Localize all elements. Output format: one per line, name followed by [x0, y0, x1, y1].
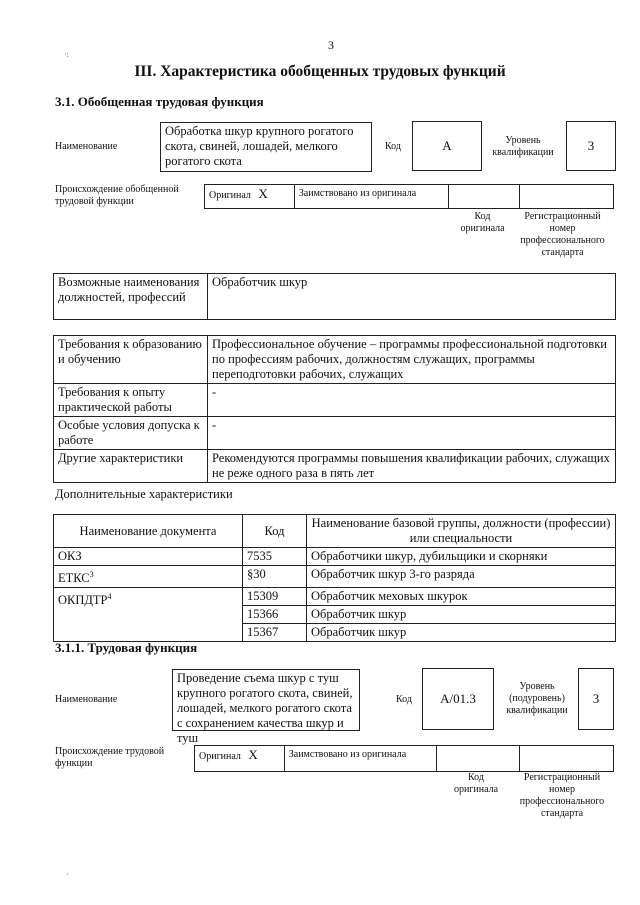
tf-reg-number-caption: Регистрационный номер профессионального стандарта: [519, 772, 605, 819]
code-cell: 7535: [243, 548, 307, 566]
table-row: [54, 588, 616, 606]
origin-label: Происхождение обобщенной трудовой функции: [55, 184, 179, 207]
tf-origin-label: Происхождение трудовой функции: [55, 746, 165, 769]
scan-speck: ·: [66, 870, 69, 879]
original-label: Оригинал X: [205, 185, 295, 209]
doc-cell: ОКПДТР$^4$: [54, 588, 243, 642]
possible-names-value: Обработчик шкур: [208, 274, 616, 320]
req-value: Профессиональное обучение – программы профессиональной подготовки по профессиям рабочих, должностям служащих, программы переподготовки рабочих, служащих: [208, 336, 616, 384]
borrowed-label: Заимствовано из оригинала: [294, 185, 448, 209]
column-header: Код: [243, 515, 307, 548]
tf-level-label: Уровень (подуровень) квалификации: [506, 681, 568, 716]
tf-original-label: Оригинал X: [195, 746, 285, 772]
doc-cell: ЕТКС$^3$: [54, 566, 243, 588]
tf-code-original-cell: [436, 746, 519, 772]
level-value: 3: [566, 121, 616, 171]
table-row: [54, 450, 616, 483]
tf-code-value: А/01.3: [422, 668, 494, 730]
tf-name-label: Наименование: [55, 694, 118, 705]
reg-number-cell: [519, 185, 613, 209]
column-header: Наименование документа: [54, 515, 243, 548]
req-label: Требования к образованию и обучению: [54, 336, 208, 384]
table-row: [54, 336, 616, 384]
page-title: III. Характеристика обобщенных трудовых функций: [134, 63, 506, 80]
possible-names-label: Возможные наименования должностей, профессий: [54, 274, 208, 320]
table-row: [54, 548, 616, 566]
tf-code-original-caption: Код оригинала: [453, 772, 499, 795]
code-original-cell: [449, 185, 520, 209]
tf-level-value: 3: [578, 668, 614, 730]
occupation-cell: Обработчик меховых шкурок: [307, 588, 616, 606]
code-cell: 15367: [243, 624, 307, 642]
name-value: Обработка шкур крупного рогатого скота, свиней, лошадей, мелкого рогатого скота: [160, 122, 372, 172]
tf-origin-table: [194, 745, 614, 772]
footnote-ref: 3: [89, 570, 94, 579]
tf-borrowed-label: Заимствовано из оригинала: [284, 746, 436, 772]
column-header: Наименование базовой группы, должности (профессии) или специальности: [307, 515, 616, 548]
section-heading: 3.1. Обобщенная трудовая функция: [55, 94, 264, 109]
table-row: [54, 566, 616, 588]
table-row: [54, 384, 616, 417]
code-cell: 15366: [243, 606, 307, 624]
additional-heading: Дополнительные характеристики: [55, 487, 233, 501]
additional-table: [53, 514, 616, 642]
req-value: -: [208, 417, 616, 450]
code-cell: §30: [243, 566, 307, 588]
footnote-ref: 4: [107, 592, 112, 602]
scan-speck: ·:: [64, 50, 69, 59]
subsection-heading: 3.1.1. Трудовая функция: [55, 640, 198, 655]
tf-name-value: Проведение съема шкур с туш крупного рогатого скота, свиней, лошадей, мелкого рогатого скота с сохранением качества шкур и туш: [172, 669, 360, 731]
occupation-cell: Обработчик шкур 3-го разряда: [307, 566, 616, 588]
occupation-cell: Обработчик шкур: [307, 606, 616, 624]
code-cell: 15309: [243, 588, 307, 606]
code-original-caption: Код оригинала: [460, 211, 505, 234]
tf-code-label: Код: [396, 694, 412, 705]
occupation-cell: Обработчик шкур: [307, 624, 616, 642]
req-value: -: [208, 384, 616, 417]
code-value: А: [412, 121, 482, 171]
origin-table: [204, 184, 614, 209]
possible-names-table: [53, 273, 616, 320]
doc-cell: ОКЗ: [54, 548, 243, 566]
req-value: Рекомендуются программы повышения квалификации рабочих, служащих не реже одного раза в пять лет: [208, 450, 616, 483]
req-label: Особые условия допуска к работе: [54, 417, 208, 450]
table-header-row: [54, 515, 616, 548]
requirements-table: [53, 335, 616, 483]
table-row: [54, 417, 616, 450]
reg-number-caption: Регистрационный номер профессионального стандарта: [520, 211, 605, 258]
tf-original-mark: X: [248, 747, 258, 762]
level-label: Уровень квалификации: [492, 135, 554, 158]
req-label: Требования к опыту практической работы: [54, 384, 208, 417]
tf-reg-number-cell: [519, 746, 613, 772]
occupation-cell: Обработчики шкур, дубильщики и скорняки: [307, 548, 616, 566]
page-number: 3: [328, 38, 334, 52]
name-label: Наименование: [55, 141, 118, 152]
original-mark: X: [258, 186, 268, 201]
code-label: Код: [385, 141, 401, 152]
req-label: Другие характеристики: [54, 450, 208, 483]
